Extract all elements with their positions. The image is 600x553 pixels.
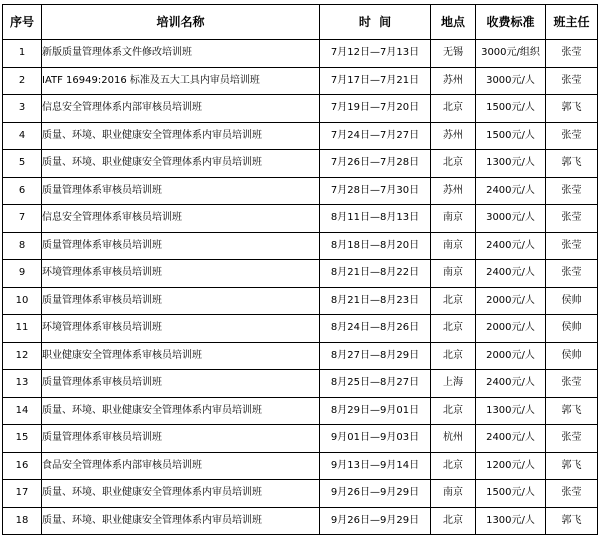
course-name: 质量管理体系审核员培训班 <box>42 287 320 315</box>
table-row <box>3 205 598 233</box>
row-number: 15 <box>3 425 42 453</box>
course-time: 7月19日—7月20日 <box>320 95 431 123</box>
table-header-row <box>3 5 598 40</box>
table-row <box>3 122 598 150</box>
table-row <box>3 95 598 123</box>
course-name: 环境管理体系审核员培训班 <box>42 260 320 288</box>
course-fee: 1500元/人 <box>476 122 546 150</box>
course-time: 9月26日—9月29日 <box>320 480 431 508</box>
course-time: 8月18日—8月20日 <box>320 232 431 260</box>
course-time: 8月29日—9月01日 <box>320 397 431 425</box>
course-name: 信息安全管理体系审核员培训班 <box>42 205 320 233</box>
row-number: 1 <box>3 40 42 68</box>
course-name: 食品安全管理体系内部审核员培训班 <box>42 452 320 480</box>
table-row <box>3 425 598 453</box>
course-time: 7月28日—7月30日 <box>320 177 431 205</box>
course-location: 南京 <box>431 232 476 260</box>
class-teacher: 侯帅 <box>546 342 598 370</box>
course-time: 9月01日—9月03日 <box>320 425 431 453</box>
course-name: 质量管理体系审核员培训班 <box>42 425 320 453</box>
course-location: 苏州 <box>431 122 476 150</box>
table-row <box>3 287 598 315</box>
course-fee: 3000元/组织 <box>476 40 546 68</box>
course-location: 无锡 <box>431 40 476 68</box>
class-teacher: 郭飞 <box>546 150 598 178</box>
table-row <box>3 232 598 260</box>
row-number: 17 <box>3 480 42 508</box>
course-name: 质量、环境、职业健康安全管理体系内审员培训班 <box>42 122 320 150</box>
row-number: 12 <box>3 342 42 370</box>
course-name: 质量管理体系审核员培训班 <box>42 370 320 398</box>
row-number: 3 <box>3 95 42 123</box>
header-no: 序号 <box>3 5 42 40</box>
table-row <box>3 260 598 288</box>
class-teacher: 张莹 <box>546 177 598 205</box>
course-fee: 1500元/人 <box>476 480 546 508</box>
course-time: 8月21日—8月22日 <box>320 260 431 288</box>
course-location: 苏州 <box>431 177 476 205</box>
row-number: 14 <box>3 397 42 425</box>
course-fee: 3000元/人 <box>476 205 546 233</box>
row-number: 10 <box>3 287 42 315</box>
course-fee: 2400元/人 <box>476 177 546 205</box>
class-teacher: 张莹 <box>546 67 598 95</box>
table-row <box>3 67 598 95</box>
course-name: 职业健康安全管理体系审核员培训班 <box>42 342 320 370</box>
header-location: 地点 <box>431 5 476 40</box>
course-fee: 2400元/人 <box>476 232 546 260</box>
course-location: 北京 <box>431 342 476 370</box>
course-fee: 2000元/人 <box>476 315 546 343</box>
table-row <box>3 452 598 480</box>
class-teacher: 张莹 <box>546 425 598 453</box>
class-teacher: 张莹 <box>546 480 598 508</box>
table-row <box>3 342 598 370</box>
course-location: 北京 <box>431 452 476 480</box>
course-time: 7月17日—7月21日 <box>320 67 431 95</box>
row-number: 9 <box>3 260 42 288</box>
course-time: 8月25日—8月27日 <box>320 370 431 398</box>
course-time: 9月13日—9月14日 <box>320 452 431 480</box>
course-fee: 2400元/人 <box>476 260 546 288</box>
header-fee: 收费标准 <box>476 5 546 40</box>
course-location: 苏州 <box>431 67 476 95</box>
class-teacher: 张莹 <box>546 370 598 398</box>
course-fee: 2400元/人 <box>476 425 546 453</box>
course-location: 北京 <box>431 507 476 535</box>
course-time: 7月26日—7月28日 <box>320 150 431 178</box>
course-fee: 2000元/人 <box>476 287 546 315</box>
table-row <box>3 480 598 508</box>
course-location: 杭州 <box>431 425 476 453</box>
class-teacher: 侯帅 <box>546 315 598 343</box>
table-row <box>3 315 598 343</box>
course-name: 信息安全管理体系内部审核员培训班 <box>42 95 320 123</box>
course-time: 8月21日—8月23日 <box>320 287 431 315</box>
course-name: IATF 16949:2016 标准及五大工具内审员培训班 <box>42 67 320 95</box>
course-fee: 1300元/人 <box>476 397 546 425</box>
course-location: 上海 <box>431 370 476 398</box>
course-location: 南京 <box>431 480 476 508</box>
class-teacher: 张莹 <box>546 205 598 233</box>
course-time: 7月12日—7月13日 <box>320 40 431 68</box>
row-number: 13 <box>3 370 42 398</box>
row-number: 2 <box>3 67 42 95</box>
course-name: 质量管理体系审核员培训班 <box>42 232 320 260</box>
row-number: 7 <box>3 205 42 233</box>
class-teacher: 张莹 <box>546 232 598 260</box>
course-time: 9月26日—9月29日 <box>320 507 431 535</box>
row-number: 18 <box>3 507 42 535</box>
course-name: 质量管理体系审核员培训班 <box>42 177 320 205</box>
class-teacher: 郭飞 <box>546 95 598 123</box>
row-number: 11 <box>3 315 42 343</box>
course-time: 8月11日—8月13日 <box>320 205 431 233</box>
course-location: 北京 <box>431 150 476 178</box>
header-course-name: 培训名称 <box>42 5 320 40</box>
course-name: 质量、环境、职业健康安全管理体系内审员培训班 <box>42 480 320 508</box>
table-row <box>3 507 598 535</box>
course-location: 北京 <box>431 397 476 425</box>
course-location: 北京 <box>431 315 476 343</box>
training-schedule-table <box>2 4 598 535</box>
table-row <box>3 150 598 178</box>
course-fee: 2000元/人 <box>476 342 546 370</box>
class-teacher: 张莹 <box>546 260 598 288</box>
table-row <box>3 370 598 398</box>
class-teacher: 郭飞 <box>546 397 598 425</box>
table-row <box>3 397 598 425</box>
class-teacher: 郭飞 <box>546 452 598 480</box>
course-fee: 1300元/人 <box>476 507 546 535</box>
class-teacher: 郭飞 <box>546 507 598 535</box>
row-number: 4 <box>3 122 42 150</box>
course-fee: 1300元/人 <box>476 150 546 178</box>
course-name: 新版质量管理体系文件修改培训班 <box>42 40 320 68</box>
course-fee: 2400元/人 <box>476 370 546 398</box>
course-name: 质量、环境、职业健康安全管理体系内审员培训班 <box>42 507 320 535</box>
course-time: 8月27日—8月29日 <box>320 342 431 370</box>
row-number: 16 <box>3 452 42 480</box>
class-teacher: 张莹 <box>546 40 598 68</box>
header-time: 时 间 <box>320 5 431 40</box>
class-teacher: 张莹 <box>546 122 598 150</box>
course-location: 北京 <box>431 287 476 315</box>
row-number: 5 <box>3 150 42 178</box>
course-name: 质量、环境、职业健康安全管理体系内审员培训班 <box>42 150 320 178</box>
course-fee: 1200元/人 <box>476 452 546 480</box>
row-number: 8 <box>3 232 42 260</box>
course-name: 质量、环境、职业健康安全管理体系内审员培训班 <box>42 397 320 425</box>
table-row <box>3 40 598 68</box>
row-number: 6 <box>3 177 42 205</box>
course-location: 南京 <box>431 205 476 233</box>
header-teacher: 班主任 <box>546 5 598 40</box>
course-time: 8月24日—8月26日 <box>320 315 431 343</box>
class-teacher: 侯帅 <box>546 287 598 315</box>
course-name: 环境管理体系审核员培训班 <box>42 315 320 343</box>
table-row <box>3 177 598 205</box>
course-fee: 3000元/人 <box>476 67 546 95</box>
course-time: 7月24日—7月27日 <box>320 122 431 150</box>
course-fee: 1500元/人 <box>476 95 546 123</box>
course-location: 北京 <box>431 95 476 123</box>
course-location: 南京 <box>431 260 476 288</box>
